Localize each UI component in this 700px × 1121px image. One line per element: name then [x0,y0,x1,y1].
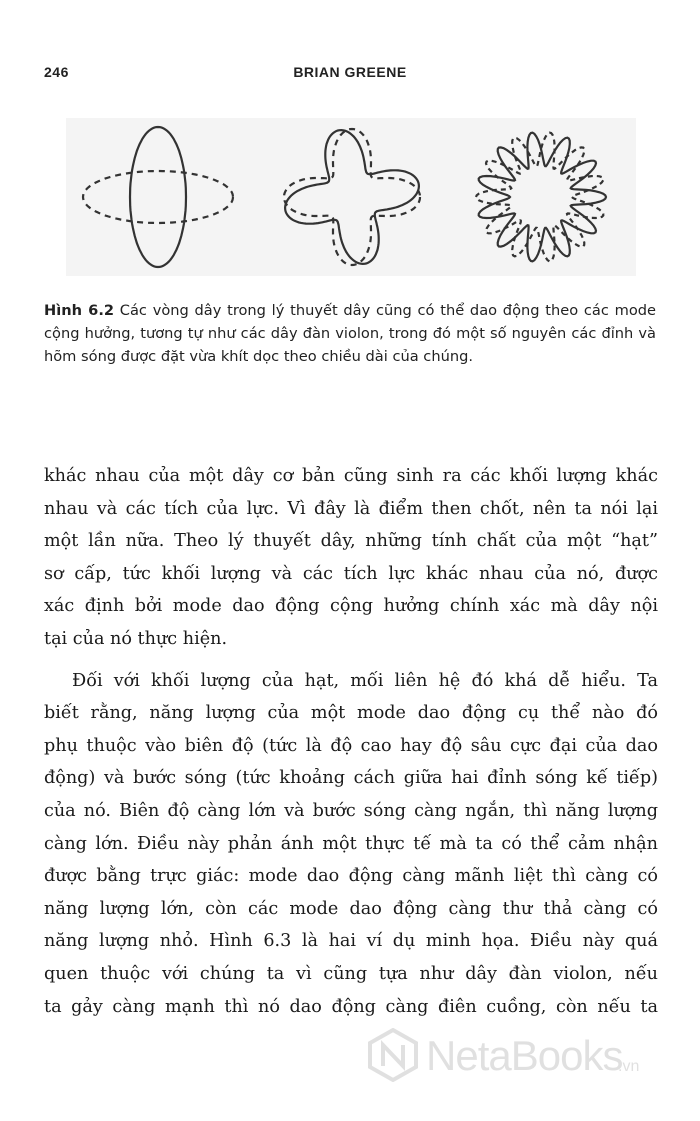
mode-1-dashed-loop [83,171,233,223]
string-vibration-modes-illustration [66,118,636,276]
text-line: ta gảy càng mạnh thì nó dao động càng điên cuồng, còn nếu ta [44,996,658,1017]
running-header [44,60,656,84]
figure-caption [44,299,656,368]
mode-3-solid-loop [479,133,606,262]
body-text [44,460,658,1023]
text-line: của nó. Biên độ càng lớn và bước sóng càng ngắn, thì năng lượng [44,800,658,821]
text-line: biết rằng, năng lượng của một mode dao động cụ thể nào đó [44,703,658,724]
text-line: xác định bởi mode dao động cộng hưởng chính xác mà dây nội [44,596,658,617]
caption-text: Các vòng dây trong lý thuyết dây cũng có thể dao động theo các mode cộng hưởng, tương tự như các dây đàn violon, trong đó một số nguyên các đỉnh và hõm sóng được đặt vừa khít dọc theo chiều dài của chúng. [44,302,656,365]
text-line: nhau và các tích của lực. Vì đây là điểm then chốt, nên ta nói lại [44,498,658,519]
text-line: tại của nó thực hiện. [44,628,228,649]
text-line: năng lượng nhỏ. Hình 6.3 là hai ví dụ minh họa. Điều này quá [44,931,658,952]
paragraph-2 [44,665,658,1024]
text-line: năng lượng lớn, còn các mode dao động càng thư thả càng có [44,898,658,919]
running-title-author: BRIAN GREENE [293,64,407,80]
paragraph-1 [44,460,658,656]
mode-2-solid-loop [285,130,419,264]
mode-2-dashed-loop [284,129,420,265]
text-line: khác nhau của một dây cơ bản cũng sinh ra các khối lượng khác [44,466,658,486]
mode-3-dashed-loop [476,133,603,262]
figure-6-2 [66,118,636,276]
text-line: phụ thuộc vào biên độ (tức là độ cao hay độ sâu cực đại của dao [44,735,658,756]
watermark-suffix: .vn [618,1058,640,1075]
caption-label: Hình 6.2 [44,302,115,319]
watermark-brand: NetaBooks [426,1032,623,1079]
text-line: động) và bước sóng (tức khoảng cách giữa hai đỉnh sóng kế tiếp) [44,768,658,789]
mode-1-solid-loop [130,127,186,267]
text-line: Đối với khối lượng của hạt, mối liên hệ đó khá dễ hiểu. Ta [72,670,658,691]
page-number: 246 [44,64,69,80]
netabooks-logo-icon [366,1028,420,1082]
text-line: một lần nữa. Theo lý thuyết dây, những tính chất của một “hạt” [44,531,658,552]
netabooks-watermark [366,1022,666,1086]
text-line: càng lớn. Điều này phản ánh một thực tế mà ta có thể cảm nhận [44,833,658,854]
text-line: quen thuộc với chúng ta vì cũng tựa như dây đàn violon, nếu [44,963,658,984]
text-line: sơ cấp, tức khối lượng và các tích lực khác nhau của nó, được [44,563,658,584]
text-line: được bằng trực giác: mode dao động càng mãnh liệt thì càng có [44,866,658,887]
